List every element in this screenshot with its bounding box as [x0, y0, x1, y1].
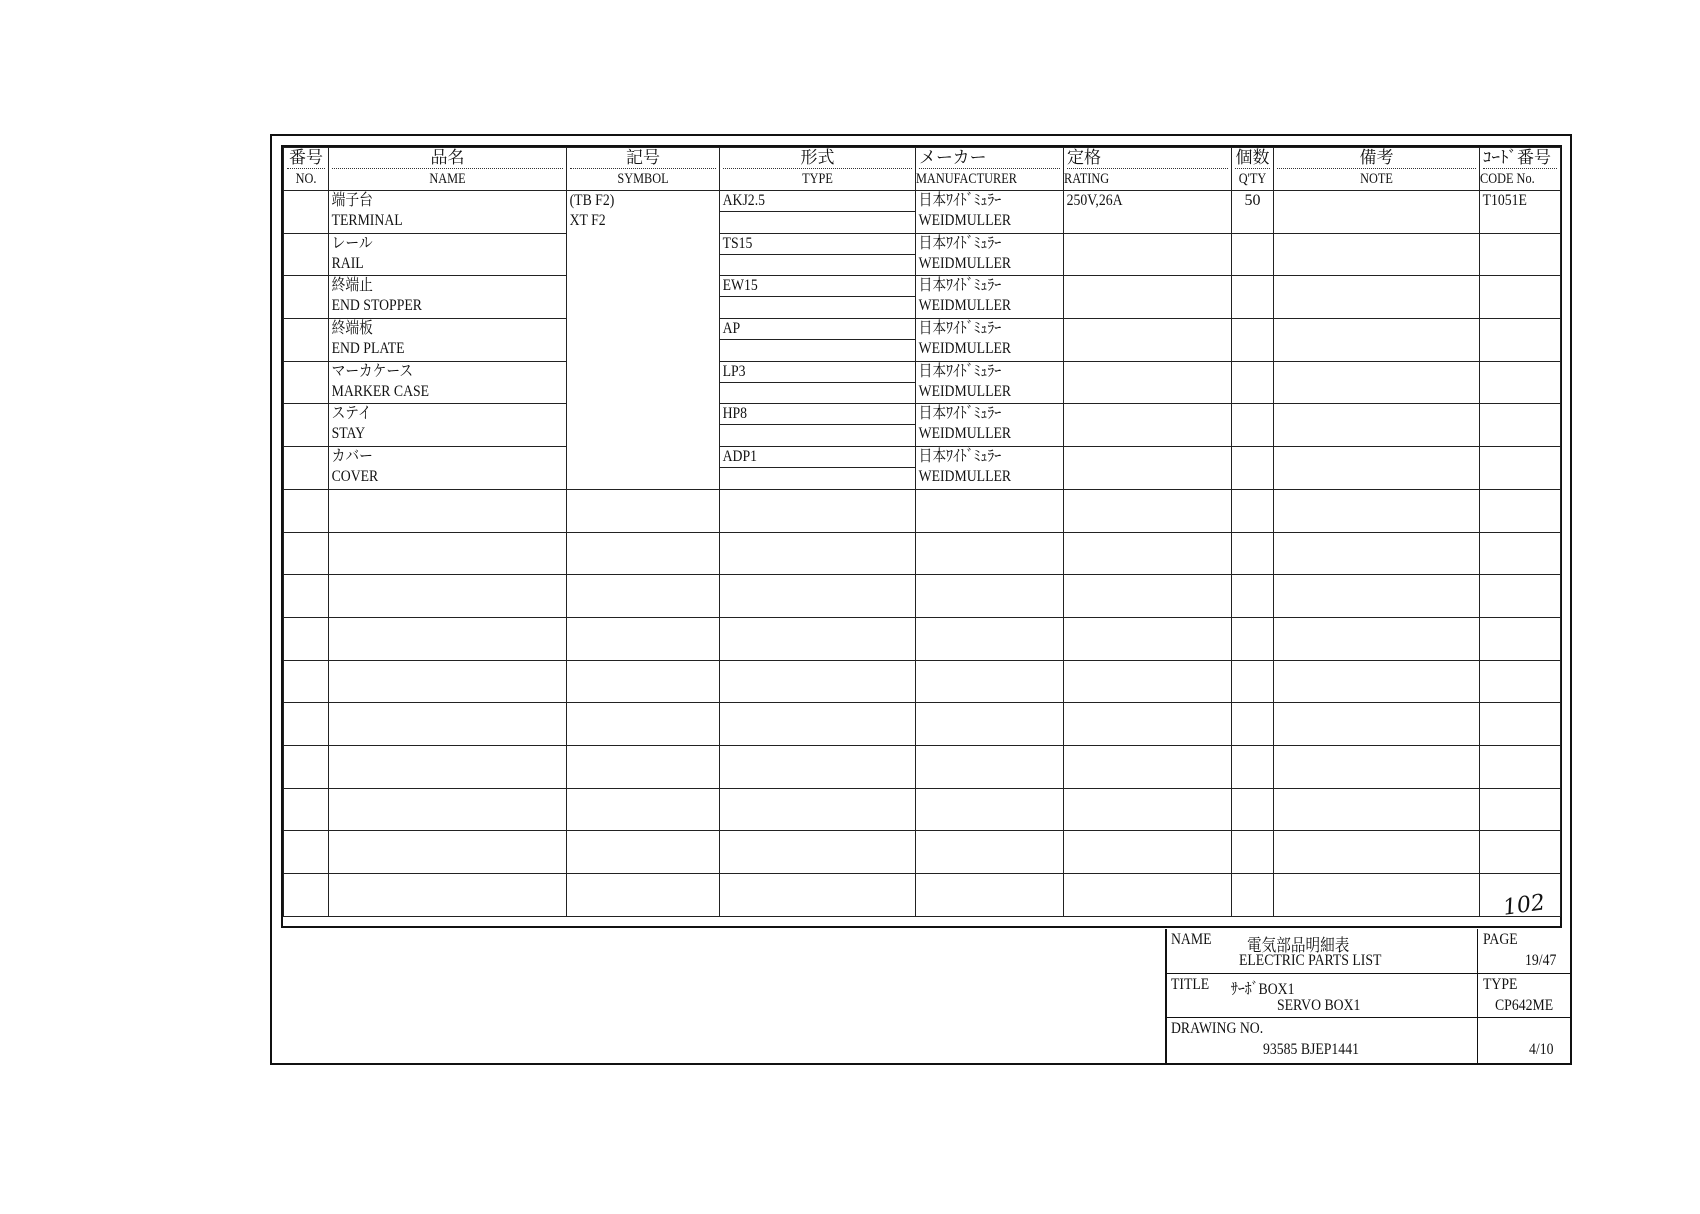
cell-rating — [1064, 447, 1232, 490]
cell-type — [720, 361, 916, 404]
cell-code — [1480, 660, 1561, 703]
cell-rating — [1064, 745, 1232, 788]
cell-symbol — [567, 191, 720, 490]
cell-note — [1274, 532, 1480, 575]
cell-symbol — [567, 575, 720, 618]
table-row — [284, 404, 1561, 447]
name-en: STAY — [331, 425, 366, 443]
cell-type — [720, 703, 916, 746]
cell-manufacturer — [916, 532, 1064, 575]
cell-code — [1480, 703, 1561, 746]
name-jp: カバー — [331, 448, 373, 466]
cell-qty — [1232, 745, 1274, 788]
cell-name — [329, 617, 567, 660]
maker-en: WEIDMULLER — [918, 212, 1012, 229]
cell-code — [1480, 532, 1561, 575]
header-name: 品名 NAME — [329, 148, 567, 191]
cell-manufacturer — [916, 831, 1064, 874]
name-en: ELECTRIC PARTS LIST — [1239, 952, 1382, 969]
cell-note — [1274, 575, 1480, 618]
cell-rating — [1064, 831, 1232, 874]
cell-symbol — [567, 617, 720, 660]
cell-symbol — [567, 532, 720, 575]
cell-manufacturer — [916, 788, 1064, 831]
cell-qty — [1232, 703, 1274, 746]
cell-manufacturer — [916, 276, 1064, 319]
cell-qty — [1232, 532, 1274, 575]
symbol-line2: XT F2 — [569, 212, 606, 229]
cell-manufacturer — [916, 191, 1064, 234]
cell-qty — [1232, 660, 1274, 703]
cell-rating — [1064, 276, 1232, 319]
header-row — [284, 148, 1561, 191]
table-row — [284, 617, 1561, 660]
cell-manufacturer — [916, 233, 1064, 276]
title-block-drawing-row — [1167, 1018, 1572, 1063]
name-jp: ステイ — [331, 405, 372, 423]
cell-qty — [1232, 575, 1274, 618]
cell-note — [1274, 191, 1480, 234]
name-en: END STOPPER — [331, 297, 422, 315]
cell-manufacturer — [916, 361, 1064, 404]
maker-en: WEIDMULLER — [918, 340, 1012, 358]
cell-code — [1480, 788, 1561, 831]
cell-code — [1480, 276, 1561, 319]
table-row — [284, 276, 1561, 319]
header-symbol: 記号 SYMBOL — [567, 148, 720, 191]
cell-type — [720, 831, 916, 874]
cell-rating — [1064, 404, 1232, 447]
cell-qty — [1232, 233, 1274, 276]
cell-no — [284, 575, 329, 618]
page-value: 19/47 — [1525, 952, 1557, 969]
cell-note — [1274, 319, 1480, 362]
name-jp: レール — [331, 234, 373, 252]
cell-no — [284, 447, 329, 490]
header-note: 備考 NOTE — [1274, 148, 1480, 191]
cell-qty — [1232, 617, 1274, 660]
cell-name — [329, 361, 567, 404]
type-value: EW15 — [722, 277, 758, 295]
table-row — [284, 233, 1561, 276]
cell-rating — [1064, 361, 1232, 404]
cell-code — [1480, 319, 1561, 362]
cell-manufacturer — [916, 404, 1064, 447]
cell-no — [284, 404, 329, 447]
cell-symbol — [567, 874, 720, 917]
cell-name — [329, 276, 567, 319]
cell-manufacturer — [916, 617, 1064, 660]
cell-rating — [1064, 660, 1232, 703]
maker-jp: 日本ﾜｲﾄﾞﾐｭﾗｰ — [918, 362, 1002, 380]
cell-type — [720, 745, 916, 788]
cell-code — [1480, 191, 1561, 234]
maker-jp: 日本ﾜｲﾄﾞﾐｭﾗｰ — [918, 320, 1002, 338]
cell-no — [284, 489, 329, 532]
cell-type — [720, 788, 916, 831]
cell-manufacturer — [916, 447, 1064, 490]
cell-name — [329, 575, 567, 618]
cell-name — [329, 233, 567, 276]
parts-table-frame — [281, 145, 1562, 928]
cell-no — [284, 874, 329, 917]
cell-rating — [1064, 575, 1232, 618]
cell-rating — [1064, 788, 1232, 831]
cell-manufacturer — [916, 874, 1064, 917]
cell-name — [329, 404, 567, 447]
rating-value: 250V,26A — [1066, 192, 1123, 209]
drawing-label: DRAWING NO. — [1171, 1020, 1264, 1037]
cell-qty — [1232, 191, 1274, 234]
cell-no — [284, 831, 329, 874]
maker-en: WEIDMULLER — [918, 297, 1012, 315]
header-type: 形式 TYPE — [720, 148, 916, 191]
name-jp: 端子台 — [331, 192, 373, 209]
cell-name — [329, 319, 567, 362]
cell-type — [720, 532, 916, 575]
drawing-value: 93585 BJEP1441 — [1263, 1041, 1359, 1058]
table-row — [284, 319, 1561, 362]
code-value: T1051E — [1482, 192, 1527, 209]
cell-manufacturer — [916, 660, 1064, 703]
cell-no — [284, 660, 329, 703]
cell-type — [720, 191, 916, 234]
cell-type — [720, 319, 916, 362]
cell-qty — [1232, 404, 1274, 447]
title-block-title-row — [1167, 974, 1572, 1018]
cell-note — [1274, 745, 1480, 788]
name-en: RAIL — [331, 254, 364, 272]
page-label: PAGE — [1483, 931, 1518, 948]
cell-symbol — [567, 831, 720, 874]
cell-manufacturer — [916, 703, 1064, 746]
cell-symbol — [567, 703, 720, 746]
cell-type — [720, 874, 916, 917]
cell-type — [720, 617, 916, 660]
cell-qty — [1232, 361, 1274, 404]
name-en: TERMINAL — [331, 212, 403, 229]
cell-note — [1274, 489, 1480, 532]
name-en: COVER — [331, 468, 379, 486]
maker-jp: 日本ﾜｲﾄﾞﾐｭﾗｰ — [918, 192, 1002, 209]
cell-note — [1274, 404, 1480, 447]
cell-note — [1274, 233, 1480, 276]
cell-note — [1274, 617, 1480, 660]
header-code: ｺｰﾄﾞ番号 CODE No. — [1480, 148, 1561, 191]
table-row — [284, 361, 1561, 404]
name-en: MARKER CASE — [331, 382, 430, 400]
name-jp: 終端板 — [331, 320, 373, 338]
cell-name — [329, 489, 567, 532]
type-value: AKJ2.5 — [722, 192, 766, 209]
cell-manufacturer — [916, 575, 1064, 618]
table-row — [284, 745, 1561, 788]
cell-code — [1480, 233, 1561, 276]
cell-rating — [1064, 191, 1232, 234]
cell-qty — [1232, 489, 1274, 532]
cell-qty — [1232, 319, 1274, 362]
cell-symbol — [567, 489, 720, 532]
cell-type — [720, 660, 916, 703]
cell-name — [329, 874, 567, 917]
type-label: TYPE — [1483, 976, 1518, 993]
table-row — [284, 575, 1561, 618]
maker-en: WEIDMULLER — [918, 382, 1012, 400]
name-jp: 終端止 — [331, 277, 373, 295]
cell-note — [1274, 447, 1480, 490]
cell-code — [1480, 575, 1561, 618]
table-row — [284, 532, 1561, 575]
table-row — [284, 191, 1561, 234]
cell-code — [1480, 447, 1561, 490]
type-value: ADP1 — [722, 448, 757, 466]
header-no: 番号 NO. — [284, 148, 329, 191]
cell-qty — [1232, 874, 1274, 917]
cell-note — [1274, 703, 1480, 746]
cell-rating — [1064, 319, 1232, 362]
cell-note — [1274, 788, 1480, 831]
qty-value: 50 — [1244, 192, 1261, 209]
cell-rating — [1064, 489, 1232, 532]
cell-note — [1274, 276, 1480, 319]
table-row — [284, 660, 1561, 703]
header-qty: 個数 Q'TY — [1232, 148, 1274, 191]
cell-rating — [1064, 617, 1232, 660]
cell-symbol — [567, 745, 720, 788]
type-value: LP3 — [722, 362, 746, 380]
cell-rating — [1064, 233, 1232, 276]
maker-jp: 日本ﾜｲﾄﾞﾐｭﾗｰ — [918, 234, 1002, 252]
cell-type — [720, 233, 916, 276]
cell-manufacturer — [916, 745, 1064, 788]
name-en: END PLATE — [331, 340, 405, 358]
symbol-line1: (TB F2) — [569, 192, 615, 209]
type-value: TS15 — [722, 234, 753, 252]
cell-type — [720, 276, 916, 319]
maker-jp: 日本ﾜｲﾄﾞﾐｭﾗｰ — [918, 277, 1002, 295]
cell-rating — [1064, 703, 1232, 746]
table-row — [284, 447, 1561, 490]
cell-symbol — [567, 660, 720, 703]
cell-name — [329, 831, 567, 874]
cell-manufacturer — [916, 489, 1064, 532]
cell-name — [329, 788, 567, 831]
title-en: SERVO BOX1 — [1277, 997, 1361, 1014]
cell-manufacturer — [916, 319, 1064, 362]
title-block — [1165, 929, 1570, 1063]
maker-jp: 日本ﾜｲﾄﾞﾐｭﾗｰ — [918, 448, 1002, 466]
sheet-value: 4/10 — [1529, 1041, 1554, 1058]
name-jp: マーカケース — [331, 362, 414, 380]
header-rating: 定格 RATING — [1064, 148, 1232, 191]
maker-en: WEIDMULLER — [918, 468, 1012, 486]
cell-type — [720, 575, 916, 618]
maker-jp: 日本ﾜｲﾄﾞﾐｭﾗｰ — [918, 405, 1002, 423]
maker-en: WEIDMULLER — [918, 254, 1012, 272]
cell-no — [284, 617, 329, 660]
cell-no — [284, 319, 329, 362]
cell-code — [1480, 489, 1561, 532]
table-row — [284, 831, 1561, 874]
cell-name — [329, 703, 567, 746]
cell-qty — [1232, 447, 1274, 490]
cell-type — [720, 489, 916, 532]
cell-note — [1274, 874, 1480, 917]
cell-rating — [1064, 532, 1232, 575]
cell-qty — [1232, 788, 1274, 831]
cell-no — [284, 276, 329, 319]
cell-no — [284, 788, 329, 831]
cell-qty — [1232, 276, 1274, 319]
cell-qty — [1232, 831, 1274, 874]
cell-type — [720, 404, 916, 447]
cell-no — [284, 745, 329, 788]
cell-name — [329, 447, 567, 490]
cell-no — [284, 532, 329, 575]
cell-name — [329, 660, 567, 703]
handwritten-number: 102 — [1501, 890, 1547, 921]
type-value: AP — [722, 320, 741, 338]
parts-table — [283, 147, 1561, 917]
cell-code — [1480, 404, 1561, 447]
type-value: HP8 — [722, 405, 748, 423]
cell-name — [329, 532, 567, 575]
table-row — [284, 788, 1561, 831]
table-row — [284, 489, 1561, 532]
cell-rating — [1064, 874, 1232, 917]
cell-no — [284, 361, 329, 404]
title-jp: ｻｰﾎﾞBOX1 — [1231, 981, 1295, 998]
title-block-name-row — [1167, 929, 1572, 974]
cell-code — [1480, 361, 1561, 404]
name-jp: 電気部品明細表 — [1247, 936, 1350, 955]
name-label: NAME — [1171, 931, 1212, 948]
cell-symbol — [567, 788, 720, 831]
cell-no — [284, 191, 329, 234]
cell-note — [1274, 831, 1480, 874]
cell-note — [1274, 361, 1480, 404]
cell-no — [284, 233, 329, 276]
table-row — [284, 703, 1561, 746]
maker-en: WEIDMULLER — [918, 425, 1012, 443]
header-manufacturer: メーカー MANUFACTURER — [916, 148, 1064, 191]
cell-name — [329, 191, 567, 234]
cell-name — [329, 745, 567, 788]
cell-code — [1480, 831, 1561, 874]
cell-type — [720, 447, 916, 490]
title-label: TITLE — [1171, 976, 1210, 993]
cell-code — [1480, 617, 1561, 660]
cell-code — [1480, 745, 1561, 788]
table-row — [284, 874, 1561, 917]
cell-note — [1274, 660, 1480, 703]
cell-no — [284, 703, 329, 746]
type-value: CP642ME — [1495, 997, 1554, 1014]
